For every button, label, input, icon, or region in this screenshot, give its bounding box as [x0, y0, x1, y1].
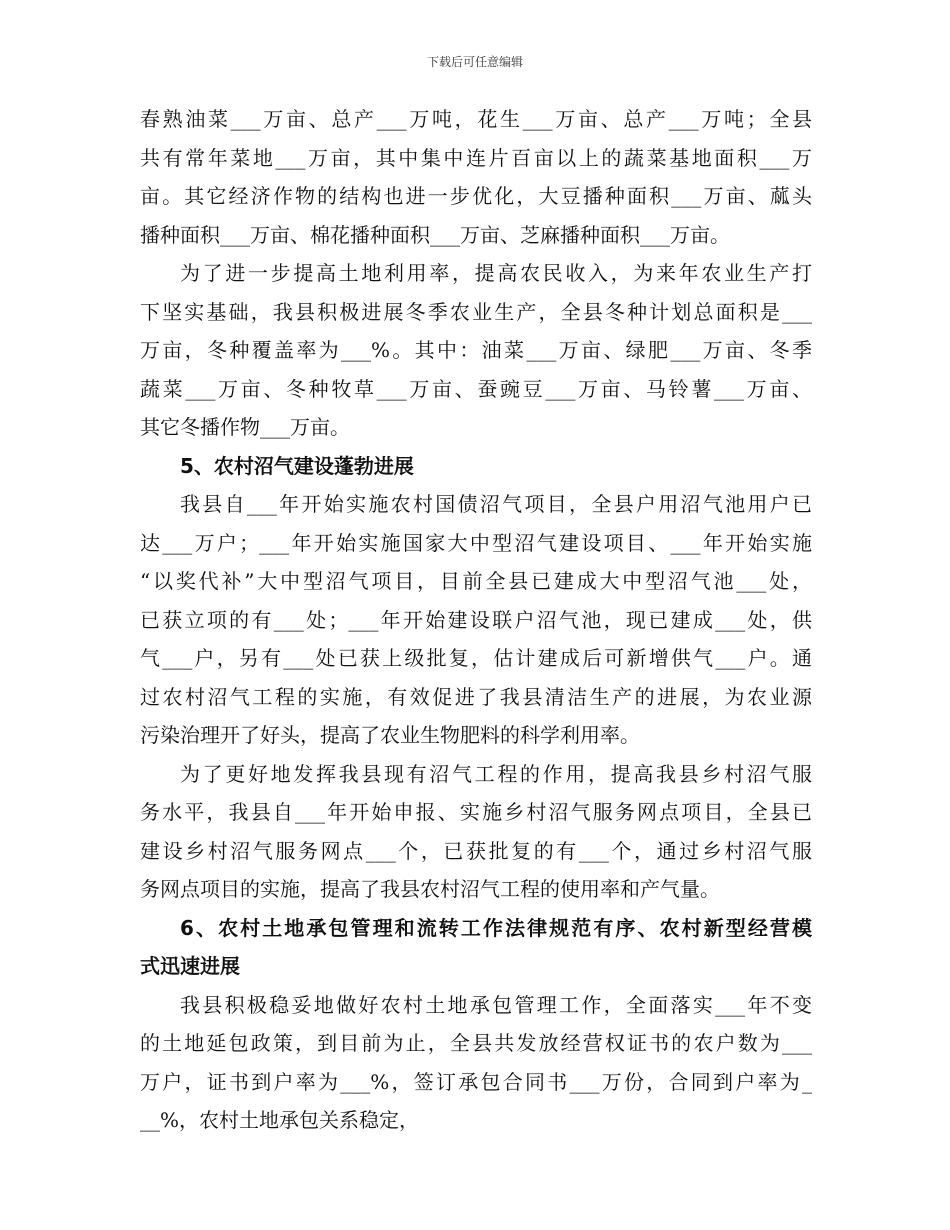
body-text-line: 务水平，我县自___年开始申报、实施乡村沼气服务网点项目，全县已 [140, 800, 812, 824]
body-text-line: 我县自___年开始实施农村国债沼气项目，全县户用沼气池用户已 [180, 492, 812, 516]
body-text-line: 建设乡村沼气服务网点___个，已获批复的有___个，通过乡村沼气服 [140, 839, 812, 863]
body-text-line: 蔬菜___万亩、冬种牧草___万亩、蚕豌豆___万亩、马铃薯___万亩、 [140, 377, 812, 401]
body-text-line: 亩。其它经济作物的结构也进一步优化，大豆播种面积___万亩、蓏头 [140, 184, 812, 208]
body-text-line: 其它冬播作物___万亩。 [140, 415, 350, 439]
body-text-line: “以奖代补”大中型沼气项目，目前全县已建成大中型沼气池___处， [140, 569, 812, 593]
body-text-line: 气___户，另有___处已获上级批复，估计建成后可新增供气___户。通 [140, 646, 812, 670]
body-text-line: 万户，证书到户率为___%，签订承包合同书___万份，合同到户率为_ [140, 1070, 812, 1094]
body-text-line: 为了进一步提高土地利用率，提高农民收入，为来年农业生产打 [180, 261, 812, 285]
body-text-line: 的土地延包政策，到目前为止，全县共发放经营权证书的农户数为___ [140, 1031, 812, 1055]
body-text-line: 我县积极稳妥地做好农村土地承包管理工作，全面落实___年不变 [180, 993, 812, 1017]
body-text-line: 务网点项目的实施，提高了我县农村沼气工程的使用率和产气量。 [140, 877, 720, 901]
body-text-line: 下坚实基础，我县积极进展冬季农业生产，全县冬种计划总面积是___ [140, 300, 812, 324]
body-text-line: 达___万户；___年开始实施国家大中型沼气建设项目、___年开始实施 [140, 531, 812, 555]
page-header: 下载后可任意编辑 [426, 55, 523, 69]
body-text-line: 播种面积___万亩、棉花播种面积___万亩、芝麻播种面积___万亩。 [140, 223, 730, 247]
body-text-line: 共有常年菜地___万亩，其中集中连片百亩以上的蔬菜基地面积___万 [140, 146, 812, 170]
body-text-line: __%，农村土地承包关系稳定， [140, 1108, 420, 1132]
body-text-line: 过农村沼气工程的实施，有效促进了我县清洁生产的进展，为农业源 [140, 685, 812, 709]
section-heading-line: 6、农村土地承包管理和流转工作法律规范有序、农村新型经营模 [180, 916, 812, 940]
body-text-line: 已获立项的有___处；___年开始建设联户沼气池，现已建成___处，供 [140, 608, 812, 632]
body-text-line: 为了更好地发挥我县现有沼气工程的作用，提高我县乡村沼气服 [180, 762, 812, 786]
body-text-line: 污染治理开了好头，提高了农业生物肥料的科学利用率。 [140, 723, 640, 747]
section-heading-line: 式迅速进展 [140, 954, 240, 978]
body-text-line: 春熟油菜___万亩、总产___万吨，花生___万亩、总产___万吨；全县 [140, 107, 812, 131]
body-text-line: 万亩，冬种覆盖率为___%。其中：油菜___万亩、绿肥___万亩、冬季 [140, 338, 812, 362]
section-heading-line: 5、农村沼气建设蓬勃进展 [180, 454, 414, 478]
